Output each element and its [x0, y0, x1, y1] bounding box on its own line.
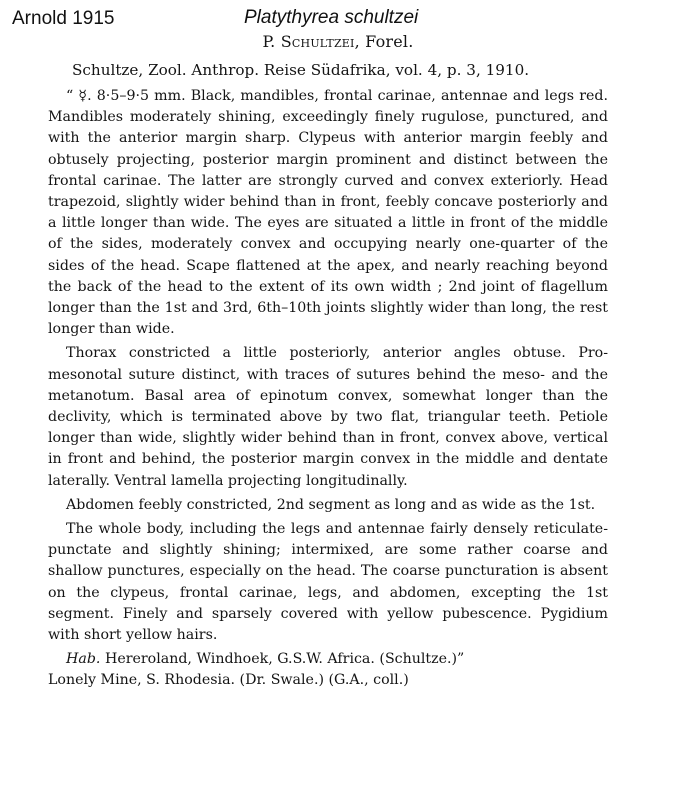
- citation: Schultze, Zool. Anthrop. Reise Südafrika, vol. 4, p. 3, 1910.: [72, 61, 530, 79]
- taxon-genus-abbrev: P.: [262, 32, 276, 51]
- habitat-paragraph: [48, 649, 608, 670]
- habitat-text: Hereroland, Windhoek, G.S.W. Africa. (Schultze.)”: [100, 651, 465, 668]
- source-label: Arnold 1915: [12, 8, 115, 29]
- habitat-label: Hab.: [66, 651, 101, 668]
- description-paragraph-sculpture: The whole body, including the legs and antennae fairly densely reticulate-punctate and slightly shining; intermixed, are some rather coarse and shallow punctures, especially on the head. The coarse puncturation is absent on the clypeus, frontal carinae, legs, and abdomen, excepting the 1st segment. Finely and sparsely covered with yellow pubescence. Pygidium with short yellow hairs.: [48, 521, 608, 644]
- description-paragraph-abdomen: Abdomen feebly constricted, 2nd segment as long and as wide as the 1st.: [66, 496, 596, 513]
- habitat-additional: Lonely Mine, S. Rhodesia. (Dr. Swale.) (G.A., coll.): [48, 672, 409, 689]
- taxon-species-name: Schultzei: [280, 32, 355, 51]
- description-paragraph-worker: “ ☿. 8·5–9·5 mm. Black, mandibles, frontal carinae, antennae and legs red. Mandibles moderately shining, exceedingly finely rugulose, punctured, and with the anterior margin sharp. Clypeus with anterior margin feebly and obtusely projecting, posterior margin prominent and distinct between the frontal carinae. The latter are strongly curved and convex exteriorly. Head trapezoid, slightly wider behind than in front, feebly concave posteriorly and a little longer than wide. The eyes are situated a little in front of the middle of the sides, moderately convex and occupying nearly one-quarter of the sides of the head. Scape flattened at the apex, and nearly reaching beyond the back of the head to the extent of its own width ; 2nd joint of flagellum longer than the 1st and 3rd, 6th–10th joints slightly wider than long, the rest longer than wide.: [48, 88, 608, 338]
- taxon-heading: [0, 32, 676, 51]
- description-body: [48, 86, 608, 692]
- taxon-authority: , Forel.: [354, 32, 414, 51]
- species-heading: Platythyrea schultzei: [244, 7, 419, 28]
- description-paragraph-thorax: Thorax constricted a little posteriorly, anterior angles obtuse. Pro-mesonotal suture distinct, with traces of sutures behind the meso- and the metanotum. Basal area of epinotum convex, somewhat longer than the declivity, which is terminated above by two flat, triangular teeth. Petiole longer than wide, slightly wider behind than in front, convex above, vertical in front and behind, the posterior margin convex in the middle and dentate laterally. Ventral lamella projecting longitudinally.: [48, 345, 608, 489]
